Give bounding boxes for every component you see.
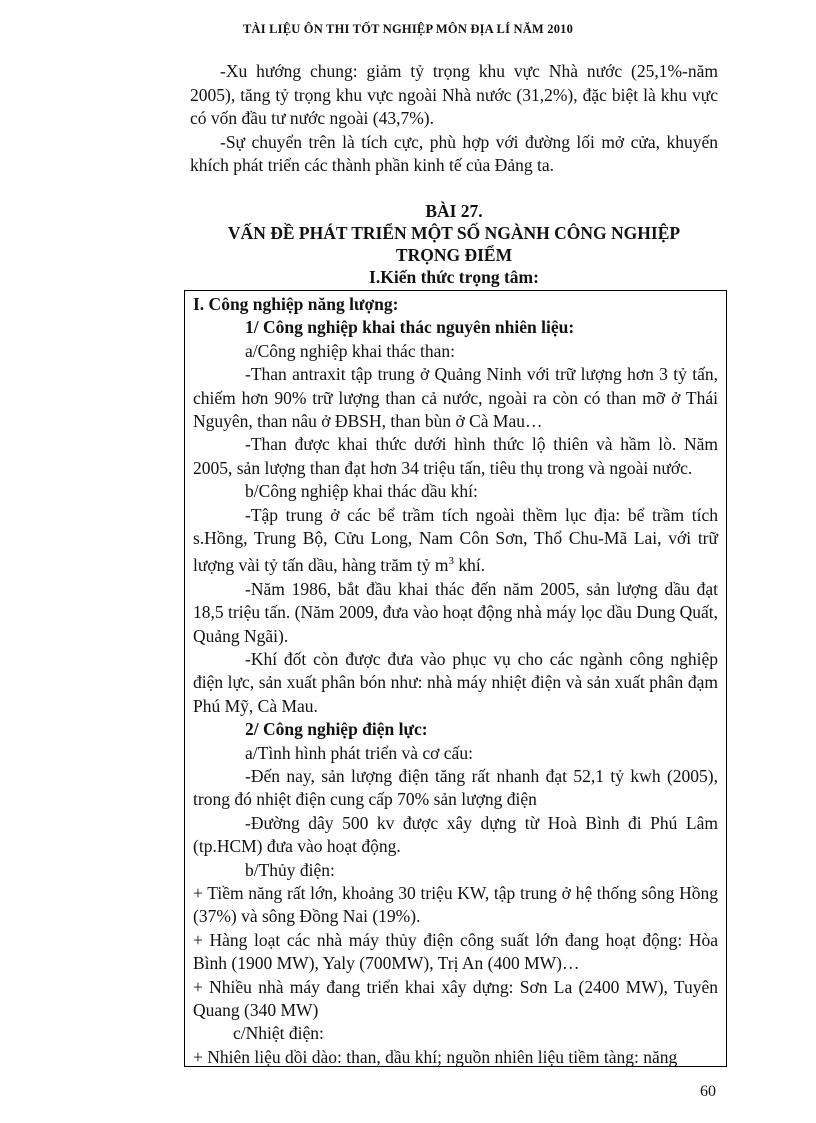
intro-paragraph: -Xu hướng chung: giảm tỷ trọng khu vực Nhà nước (25,1%-năm 2005), tăng tỷ trọng khu vực ngoài Nhà nước (31,2%), đặc biệt là khu vực có vốn đầu tư nước ngoài (43,7%). <box>190 61 718 128</box>
hydro-title: b/Thủy điện: <box>245 859 335 880</box>
oil-paragraph: -Khí đốt còn được đưa vào phục vụ cho các ngành công nghiệp điện lực, sản xuất phân bón như: nhà máy nhiệt điện và sản xuất phân đạm Phú Mỹ, Cà Mau. <box>193 648 718 716</box>
coal-paragraph: -Than được khai thức dưới hình thức lộ thiên và hầm lò. Năm 2005, sản lượng than đạt hơn 34 triệu tấn, tiêu thụ trong và ngoài nước. <box>193 434 718 478</box>
oil-title: b/Công nghiệp khai thác dầu khí: <box>245 481 478 502</box>
hydro-paragraph: + Hàng loạt các nhà máy thủy điện công suất lớn đang hoạt động: Hòa Bình (1900 MW), Yaly (700MW), Trị An (400 MW)… <box>193 929 718 974</box>
oil-paragraph-text: -Tập trung ở các bể trầm tích ngoài thềm lục địa: bể trầm tích s.Hồng, Trung Bộ, Cửu Long, Nam Côn Sơn, Thổ Chu-Mã Lai, với trữ lượng vài tỷ tấn dầu, hàng trăm tỷ m <box>193 504 718 576</box>
coal-title: a/Công nghiệp khai thác than: <box>245 340 455 361</box>
power-title: a/Tình hình phát triển và cơ cấu: <box>245 742 473 763</box>
oil-paragraph: -Năm 1986, bắt đầu khai thác đến năm 2005, sản lượng dầu đạt 18,5 triệu tấn. (Năm 2009, đưa vào hoạt động nhà máy lọc dầu Dung Quất, Quảng Ngãi). <box>193 578 718 646</box>
section-title: I.Kiến thức trọng tâm: <box>369 267 539 287</box>
intro-paragraph: -Sự chuyển trên là tích cực, phù hợp với đường lối mở cửa, khuyến khích phát triển các thành phần kinh tế của Đảng ta. <box>190 131 718 175</box>
heading-mining: 1/ Công nghiệp khai thác nguyên nhiên liệu: <box>245 317 575 338</box>
heading-energy: I. Công nghiệp năng lượng: <box>193 294 399 314</box>
lesson-title: VẤN ĐỀ PHÁT TRIỂN MỘT SỐ NGÀNH CÔNG NGHIỆP TRỌNG ĐIỂM <box>227 223 681 265</box>
lesson-heading <box>190 200 718 288</box>
oil-paragraph <box>193 504 718 578</box>
power-paragraph: -Đường dây 500 kv được xây dựng từ Hoà Bình đi Phú Lâm (tp.HCM) đưa vào hoạt động. <box>193 812 718 857</box>
thermal-title: c/Nhiệt điện: <box>233 1023 324 1044</box>
thermal-paragraph: + Nhiên liệu dồi dào: than, dầu khí; nguồn nhiên liệu tiềm tàng: năng <box>193 1046 678 1067</box>
hydro-paragraph: + Tiềm năng rất lớn, khoảng 30 triệu KW, tập trung ở hệ thống sông Hồng (37%) và sông Đồng Nai (19%). <box>193 882 718 927</box>
lesson-number: BÀI 27. <box>425 201 483 221</box>
oil-paragraph-end: khí. <box>453 555 486 576</box>
power-paragraph: -Đến nay, sản lượng điện tăng rất nhanh đạt 52,1 tỷ kwh (2005), trong đó nhiệt điện cung cấp 70% sản lượng điện <box>193 765 718 810</box>
content-box <box>184 290 727 1067</box>
document-header: TÀI LIỆU ÔN THI TỐT NGHIỆP MÔN ĐỊA LÍ NĂM 2010 <box>242 22 574 36</box>
superscript: 3 <box>448 555 454 568</box>
hydro-paragraph: + Nhiều nhà máy đang triển khai xây dựng: Sơn La (2400 MW), Tuyên Quang (340 MW) <box>193 976 718 1021</box>
page-number: 60 <box>700 1083 716 1100</box>
heading-power: 2/ Công nghiệp điện lực: <box>245 719 428 740</box>
coal-paragraph: -Than antraxit tập trung ở Quảng Ninh với trữ lượng hơn 3 tỷ tấn, chiếm hơn 90% trữ lượng than cả nước, ngoài ra còn có than mỡ ở Thái Nguyên, than nâu ở ĐBSH, than bùn ở Cà Mau… <box>193 364 718 432</box>
intro-text <box>190 60 718 178</box>
